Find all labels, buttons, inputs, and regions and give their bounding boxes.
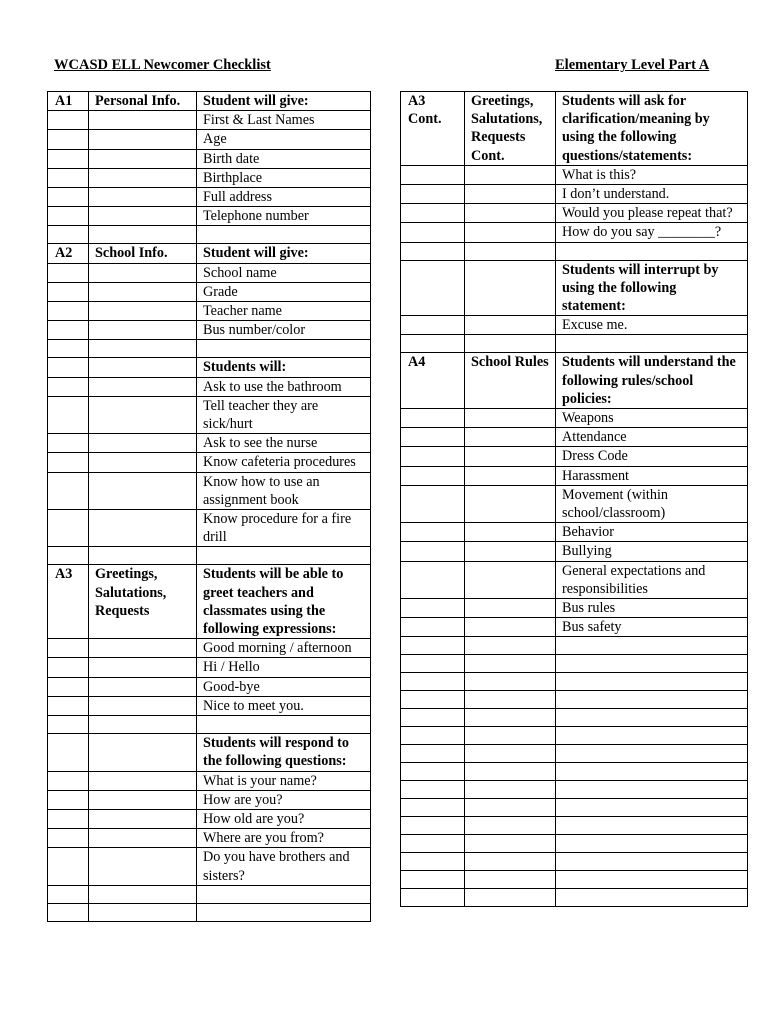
code-cell — [401, 599, 465, 618]
item-cell — [556, 835, 748, 853]
code-cell — [48, 658, 89, 677]
item-cell: Students will interrupt by using the following statement: — [556, 260, 748, 316]
checklist-row — [401, 466, 748, 485]
item-cell: Age — [197, 130, 371, 149]
category-cell — [89, 809, 197, 828]
category-cell — [465, 763, 556, 781]
item-cell: Do you have brothers and sisters? — [197, 848, 371, 885]
checklist-row — [401, 673, 748, 691]
code-cell — [401, 727, 465, 745]
category-cell — [465, 204, 556, 223]
checklist-row — [401, 691, 748, 709]
code-cell — [48, 226, 89, 244]
item-cell — [197, 903, 371, 921]
category-cell — [465, 409, 556, 428]
category-cell — [465, 853, 556, 871]
checklist-row — [401, 871, 748, 889]
code-cell — [48, 130, 89, 149]
checklist-row — [401, 92, 748, 166]
checklist-row — [48, 547, 371, 565]
category-cell — [465, 637, 556, 655]
category-cell — [465, 745, 556, 763]
category-cell — [89, 282, 197, 301]
category-cell — [465, 316, 556, 335]
checklist-row — [48, 472, 371, 509]
code-cell — [401, 691, 465, 709]
code-cell: A4 — [401, 353, 465, 409]
checklist-row — [401, 260, 748, 316]
category-cell — [465, 447, 556, 466]
category-cell: Greetings, Salutations, Requests Cont. — [465, 92, 556, 166]
item-cell — [556, 817, 748, 835]
item-cell: Know how to use an assignment book — [197, 472, 371, 509]
code-cell — [48, 677, 89, 696]
category-cell — [465, 223, 556, 242]
category-cell — [465, 561, 556, 598]
category-cell — [89, 696, 197, 715]
category-cell — [89, 453, 197, 472]
category-cell — [89, 639, 197, 658]
category-cell — [465, 466, 556, 485]
checklist-row — [48, 396, 371, 433]
item-cell: I don’t understand. — [556, 185, 748, 204]
code-cell — [48, 696, 89, 715]
item-cell — [556, 781, 748, 799]
checklist-row — [401, 428, 748, 447]
checklist-row — [48, 244, 371, 263]
checklist-row — [48, 829, 371, 848]
code-cell — [401, 709, 465, 727]
category-cell — [89, 510, 197, 547]
item-cell: Students will ask for clarification/meaning by using the following questions/statements: — [556, 92, 748, 166]
category-cell — [465, 889, 556, 907]
item-cell — [197, 340, 371, 358]
item-cell: Good morning / afternoon — [197, 639, 371, 658]
item-cell — [556, 655, 748, 673]
category-cell — [465, 781, 556, 799]
code-cell — [401, 447, 465, 466]
checklist-row — [48, 92, 371, 111]
checklist-row — [401, 853, 748, 871]
checklist-row — [48, 848, 371, 885]
checklist-row — [401, 835, 748, 853]
item-cell: Dress Code — [556, 447, 748, 466]
code-cell — [48, 829, 89, 848]
code-cell — [48, 771, 89, 790]
item-cell: Movement (within school/classroom) — [556, 485, 748, 522]
item-cell: Would you please repeat that? — [556, 204, 748, 223]
item-cell: Students will understand the following rules/school policies: — [556, 353, 748, 409]
item-cell — [197, 226, 371, 244]
item-cell — [556, 727, 748, 745]
category-cell — [465, 260, 556, 316]
category-cell — [89, 149, 197, 168]
code-cell — [401, 542, 465, 561]
item-cell — [556, 889, 748, 907]
checklist-row — [48, 111, 371, 130]
item-cell — [556, 691, 748, 709]
category-cell — [89, 547, 197, 565]
category-cell — [89, 434, 197, 453]
checklist-row — [48, 658, 371, 677]
code-cell — [48, 716, 89, 734]
category-cell — [465, 673, 556, 691]
checklist-row — [401, 223, 748, 242]
category-cell — [465, 709, 556, 727]
checklist-row — [48, 207, 371, 226]
item-cell — [556, 242, 748, 260]
category-cell — [89, 848, 197, 885]
item-cell — [556, 709, 748, 727]
item-cell: What is this? — [556, 165, 748, 184]
category-cell — [465, 618, 556, 637]
item-cell: Birth date — [197, 149, 371, 168]
category-cell — [89, 263, 197, 282]
checklist-row — [48, 130, 371, 149]
category-cell — [89, 903, 197, 921]
code-cell — [401, 781, 465, 799]
code-cell — [48, 168, 89, 187]
category-cell: Personal Info. — [89, 92, 197, 111]
checklist-table-left — [47, 91, 371, 922]
checklist-row — [48, 696, 371, 715]
category-cell — [465, 242, 556, 260]
checklist-row — [401, 781, 748, 799]
checklist-row — [401, 335, 748, 353]
checklist-row — [401, 204, 748, 223]
code-cell — [401, 817, 465, 835]
item-cell: Hi / Hello — [197, 658, 371, 677]
item-cell: Harassment — [556, 466, 748, 485]
checklist-row — [401, 523, 748, 542]
category-cell — [89, 734, 197, 771]
item-cell: How are you? — [197, 790, 371, 809]
item-cell: Ask to use the bathroom — [197, 377, 371, 396]
category-cell — [89, 716, 197, 734]
item-cell — [197, 547, 371, 565]
item-cell: Bullying — [556, 542, 748, 561]
category-cell — [465, 185, 556, 204]
checklist-row — [48, 716, 371, 734]
checklist-row — [48, 302, 371, 321]
item-cell: General expectations and responsibilities — [556, 561, 748, 598]
code-cell — [401, 799, 465, 817]
item-cell: Bus rules — [556, 599, 748, 618]
document-title: WCASD ELL Newcomer Checklist — [54, 57, 271, 73]
item-cell: Student will give: — [197, 244, 371, 263]
item-cell: Student will give: — [197, 92, 371, 111]
checklist-row — [401, 763, 748, 781]
item-cell: Students will: — [197, 358, 371, 377]
checklist-row — [401, 637, 748, 655]
code-cell — [48, 848, 89, 885]
category-cell — [465, 599, 556, 618]
checklist-row — [401, 242, 748, 260]
item-cell: Attendance — [556, 428, 748, 447]
item-cell: Bus number/color — [197, 321, 371, 340]
category-cell — [89, 377, 197, 396]
category-cell — [89, 358, 197, 377]
item-cell: Full address — [197, 188, 371, 207]
item-cell — [556, 335, 748, 353]
code-cell — [48, 639, 89, 658]
item-cell: Birthplace — [197, 168, 371, 187]
item-cell — [556, 673, 748, 691]
item-cell: Grade — [197, 282, 371, 301]
category-cell — [465, 655, 556, 673]
category-cell — [465, 835, 556, 853]
category-cell — [89, 677, 197, 696]
category-cell — [89, 168, 197, 187]
code-cell — [48, 282, 89, 301]
code-cell — [48, 453, 89, 472]
checklist-row — [48, 809, 371, 828]
checklist-row — [401, 185, 748, 204]
checklist-row — [401, 316, 748, 335]
code-cell: A1 — [48, 92, 89, 111]
code-cell — [48, 263, 89, 282]
item-cell: What is your name? — [197, 771, 371, 790]
item-cell — [197, 716, 371, 734]
item-cell: Students will be able to greet teachers and classmates using the following expressions: — [197, 565, 371, 639]
item-cell — [556, 637, 748, 655]
code-cell — [48, 790, 89, 809]
category-cell — [89, 130, 197, 149]
item-cell: Weapons — [556, 409, 748, 428]
code-cell — [48, 111, 89, 130]
checklist-row — [48, 565, 371, 639]
checklist-row — [48, 188, 371, 207]
category-cell — [89, 790, 197, 809]
checklist-row — [48, 340, 371, 358]
code-cell — [48, 396, 89, 433]
code-cell — [401, 204, 465, 223]
item-cell: Nice to meet you. — [197, 696, 371, 715]
category-cell — [89, 188, 197, 207]
checklist-row — [401, 485, 748, 522]
code-cell — [401, 485, 465, 522]
item-cell: Behavior — [556, 523, 748, 542]
item-cell: Tell teacher they are sick/hurt — [197, 396, 371, 433]
checklist-row — [48, 790, 371, 809]
code-cell — [48, 547, 89, 565]
code-cell — [48, 472, 89, 509]
item-cell: Ask to see the nurse — [197, 434, 371, 453]
checklist-row — [48, 734, 371, 771]
category-cell — [89, 340, 197, 358]
item-cell: Teacher name — [197, 302, 371, 321]
checklist-row — [401, 165, 748, 184]
code-cell — [401, 428, 465, 447]
checklist-row — [48, 226, 371, 244]
item-cell: Where are you from? — [197, 829, 371, 848]
code-cell — [401, 165, 465, 184]
code-cell — [48, 903, 89, 921]
checklist-row — [48, 168, 371, 187]
checklist-row — [48, 639, 371, 658]
checklist-row — [48, 377, 371, 396]
category-cell — [465, 485, 556, 522]
code-cell — [48, 885, 89, 903]
code-cell — [401, 618, 465, 637]
category-cell — [89, 226, 197, 244]
code-cell: A3 Cont. — [401, 92, 465, 166]
category-cell — [465, 428, 556, 447]
checklist-row — [48, 358, 371, 377]
item-cell: Know cafeteria procedures — [197, 453, 371, 472]
code-cell — [48, 809, 89, 828]
checklist-row — [401, 409, 748, 428]
checklist-row — [401, 599, 748, 618]
item-cell — [556, 853, 748, 871]
code-cell — [401, 655, 465, 673]
code-cell — [401, 673, 465, 691]
code-cell — [401, 853, 465, 871]
category-cell — [89, 111, 197, 130]
category-cell — [89, 885, 197, 903]
code-cell — [401, 185, 465, 204]
checklist-row — [48, 149, 371, 168]
category-cell — [465, 871, 556, 889]
code-cell — [401, 242, 465, 260]
code-cell — [401, 763, 465, 781]
checklist-row — [401, 353, 748, 409]
checklist-row — [401, 817, 748, 835]
code-cell — [401, 889, 465, 907]
code-cell — [48, 188, 89, 207]
code-cell — [48, 302, 89, 321]
code-cell — [48, 340, 89, 358]
code-cell — [48, 377, 89, 396]
item-cell: School name — [197, 263, 371, 282]
category-cell — [465, 542, 556, 561]
category-cell — [465, 335, 556, 353]
code-cell — [401, 260, 465, 316]
item-cell: How do you say ________? — [556, 223, 748, 242]
item-cell: Know procedure for a fire drill — [197, 510, 371, 547]
item-cell — [197, 885, 371, 903]
checklist-row — [401, 655, 748, 673]
item-cell: First & Last Names — [197, 111, 371, 130]
code-cell — [401, 335, 465, 353]
checklist-row — [401, 889, 748, 907]
code-cell — [401, 637, 465, 655]
category-cell — [89, 771, 197, 790]
category-cell: School Info. — [89, 244, 197, 263]
category-cell — [465, 523, 556, 542]
item-cell: Telephone number — [197, 207, 371, 226]
checklist-row — [48, 434, 371, 453]
category-cell — [89, 829, 197, 848]
category-cell — [89, 396, 197, 433]
checklist-row — [401, 727, 748, 745]
code-cell — [48, 321, 89, 340]
checklist-row — [401, 542, 748, 561]
category-cell — [89, 207, 197, 226]
checklist-row — [48, 903, 371, 921]
code-cell — [48, 434, 89, 453]
code-cell — [401, 523, 465, 542]
code-cell — [48, 358, 89, 377]
code-cell — [48, 734, 89, 771]
code-cell — [48, 149, 89, 168]
checklist-body-left — [48, 92, 371, 922]
checklist-row — [48, 510, 371, 547]
item-cell — [556, 745, 748, 763]
category-cell — [89, 302, 197, 321]
code-cell: A2 — [48, 244, 89, 263]
checklist-body-right — [401, 92, 748, 907]
category-cell: Greetings, Salutations, Requests — [89, 565, 197, 639]
category-cell — [465, 817, 556, 835]
document-level-title: Elementary Level Part A — [555, 57, 710, 73]
item-cell — [556, 871, 748, 889]
category-cell — [465, 691, 556, 709]
checklist-row — [48, 677, 371, 696]
category-cell — [465, 727, 556, 745]
checklist-row — [48, 885, 371, 903]
category-cell — [89, 658, 197, 677]
item-cell: Excuse me. — [556, 316, 748, 335]
item-cell — [556, 763, 748, 781]
item-cell: Students will respond to the following questions: — [197, 734, 371, 771]
code-cell — [401, 409, 465, 428]
category-cell — [89, 321, 197, 340]
category-cell: School Rules — [465, 353, 556, 409]
code-cell — [401, 835, 465, 853]
code-cell — [401, 223, 465, 242]
category-cell — [465, 799, 556, 817]
checklist-row — [401, 799, 748, 817]
item-cell: Good-bye — [197, 677, 371, 696]
code-cell — [401, 466, 465, 485]
checklist-row — [401, 447, 748, 466]
checklist-row — [48, 771, 371, 790]
code-cell: A3 — [48, 565, 89, 639]
code-cell — [48, 510, 89, 547]
item-cell — [556, 799, 748, 817]
checklist-row — [48, 263, 371, 282]
item-cell: How old are you? — [197, 809, 371, 828]
code-cell — [401, 871, 465, 889]
checklist-row — [48, 321, 371, 340]
code-cell — [401, 561, 465, 598]
checklist-row — [401, 709, 748, 727]
checklist-row — [48, 453, 371, 472]
checklist-row — [401, 618, 748, 637]
category-cell — [89, 472, 197, 509]
item-cell: Bus safety — [556, 618, 748, 637]
checklist-table-right — [400, 91, 748, 907]
checklist-row — [401, 561, 748, 598]
code-cell — [401, 745, 465, 763]
checklist-row — [401, 745, 748, 763]
checklist-row — [48, 282, 371, 301]
code-cell — [48, 207, 89, 226]
code-cell — [401, 316, 465, 335]
category-cell — [465, 165, 556, 184]
